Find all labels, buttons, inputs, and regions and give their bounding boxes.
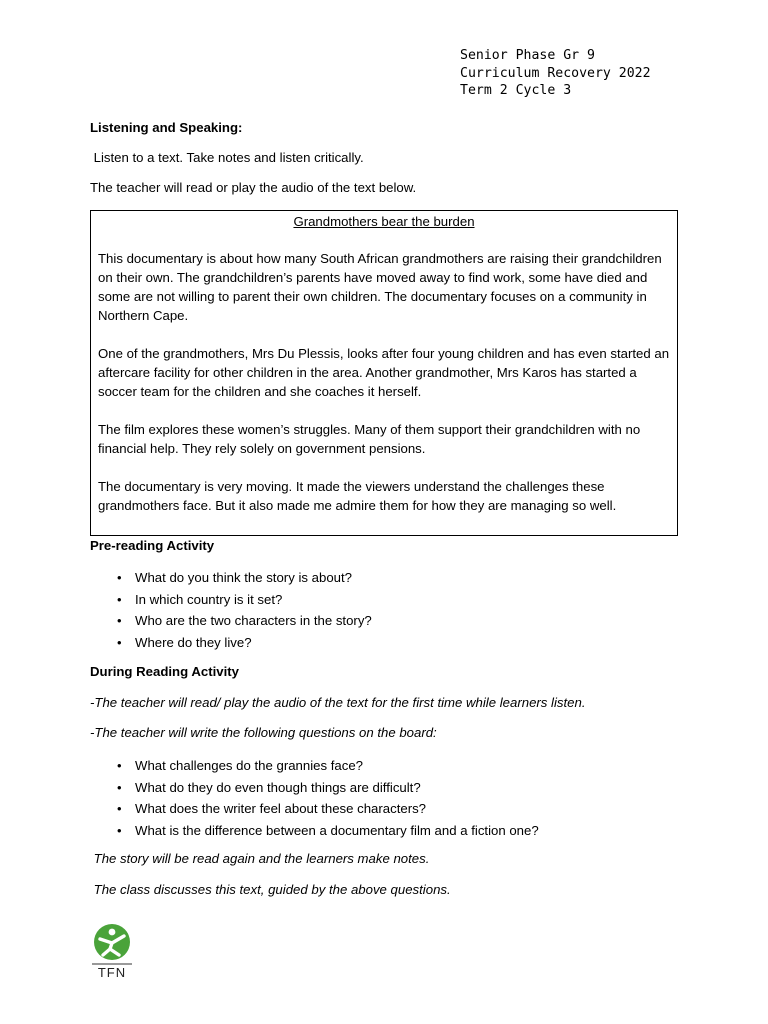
list-item-text: In which country is it set? <box>135 591 283 607</box>
text-paragraph: The documentary is very moving. It made the viewers understand the challenges these grandmothers face. But it also made me admire them for how they are managing so well. <box>98 479 617 513</box>
header-line-grade: Senior Phase Gr 9 <box>460 48 595 63</box>
list-item-text: What challenges do the grannies face? <box>135 758 363 773</box>
list-item <box>90 567 372 589</box>
teacher-note: The teacher will read or play the audio of the text below. <box>90 180 417 195</box>
header-line-curriculum: Curriculum Recovery 2022 <box>460 65 651 81</box>
bullet-icon: • <box>117 779 122 795</box>
list-item <box>90 755 539 777</box>
bullet-icon: • <box>117 801 122 816</box>
during-reading-note: -The teacher will write the following questions on the board: <box>90 725 437 740</box>
bullet-icon: • <box>117 570 122 585</box>
listening-heading: Listening and Speaking: <box>90 120 243 135</box>
list-item-text: Where do they live? <box>135 634 252 650</box>
list-item <box>90 632 372 654</box>
reading-text-box <box>90 210 678 536</box>
list-item-text: Who are the two characters in the story? <box>135 613 372 628</box>
during-reading-list <box>90 755 539 841</box>
header-line-term: Term 2 Cycle 3 <box>460 83 572 98</box>
list-item-text: What do they do even though things are difficult? <box>135 779 421 795</box>
pre-reading-heading: Pre-reading Activity <box>90 538 215 553</box>
during-reading-heading: During Reading Activity <box>90 664 239 679</box>
bullet-icon: • <box>117 591 122 607</box>
list-item <box>90 777 539 799</box>
list-item <box>90 610 372 632</box>
bullet-icon: • <box>117 613 122 628</box>
closing-note: The class discusses this text, guided by the above questions. <box>90 882 451 897</box>
bullet-icon: • <box>117 758 122 773</box>
during-reading-note: -The teacher will read/ play the audio of the text for the first time while learners listen. <box>90 695 586 710</box>
text-title: Grandmothers bear the burden <box>293 214 475 229</box>
tfn-logo <box>90 922 134 982</box>
list-item-text: What does the writer feel about these characters? <box>135 801 427 816</box>
closing-note: The story will be read again and the learners make notes. <box>90 851 430 866</box>
bullet-icon: • <box>117 822 122 838</box>
list-item-text: What is the difference between a documentary film and a fiction one? <box>135 822 539 838</box>
logo-text: TFN <box>97 965 127 980</box>
text-paragraph: One of the grandmothers, Mrs Du Plessis, looks after four young children and has even started an aftercare facility for other children in the area. Another grandmother, Mrs Karos has started a soccer team for the children and she coaches it herself. <box>98 346 670 399</box>
list-item <box>90 589 372 611</box>
text-paragraph: This documentary is about how many South African grandmothers are raising their grandchildren on their own. The grandchildren’s parents have moved away to find work, some have died and some are not willing to parent their own children. The documentary focuses on a community in Northern Cape. <box>98 251 662 323</box>
list-item-text: What do you think the story is about? <box>135 570 352 585</box>
listening-instruction: Listen to a text. Take notes and listen critically. <box>90 150 364 165</box>
document-header <box>460 47 651 100</box>
list-item <box>90 798 539 820</box>
pre-reading-list <box>90 567 372 653</box>
text-paragraph: The film explores these women’s struggles. Many of them support their grandchildren with no financial help. They rely solely on government pensions. <box>98 422 641 456</box>
list-item <box>90 820 539 842</box>
bullet-icon: • <box>117 634 122 650</box>
tfn-logo-icon <box>90 922 134 982</box>
